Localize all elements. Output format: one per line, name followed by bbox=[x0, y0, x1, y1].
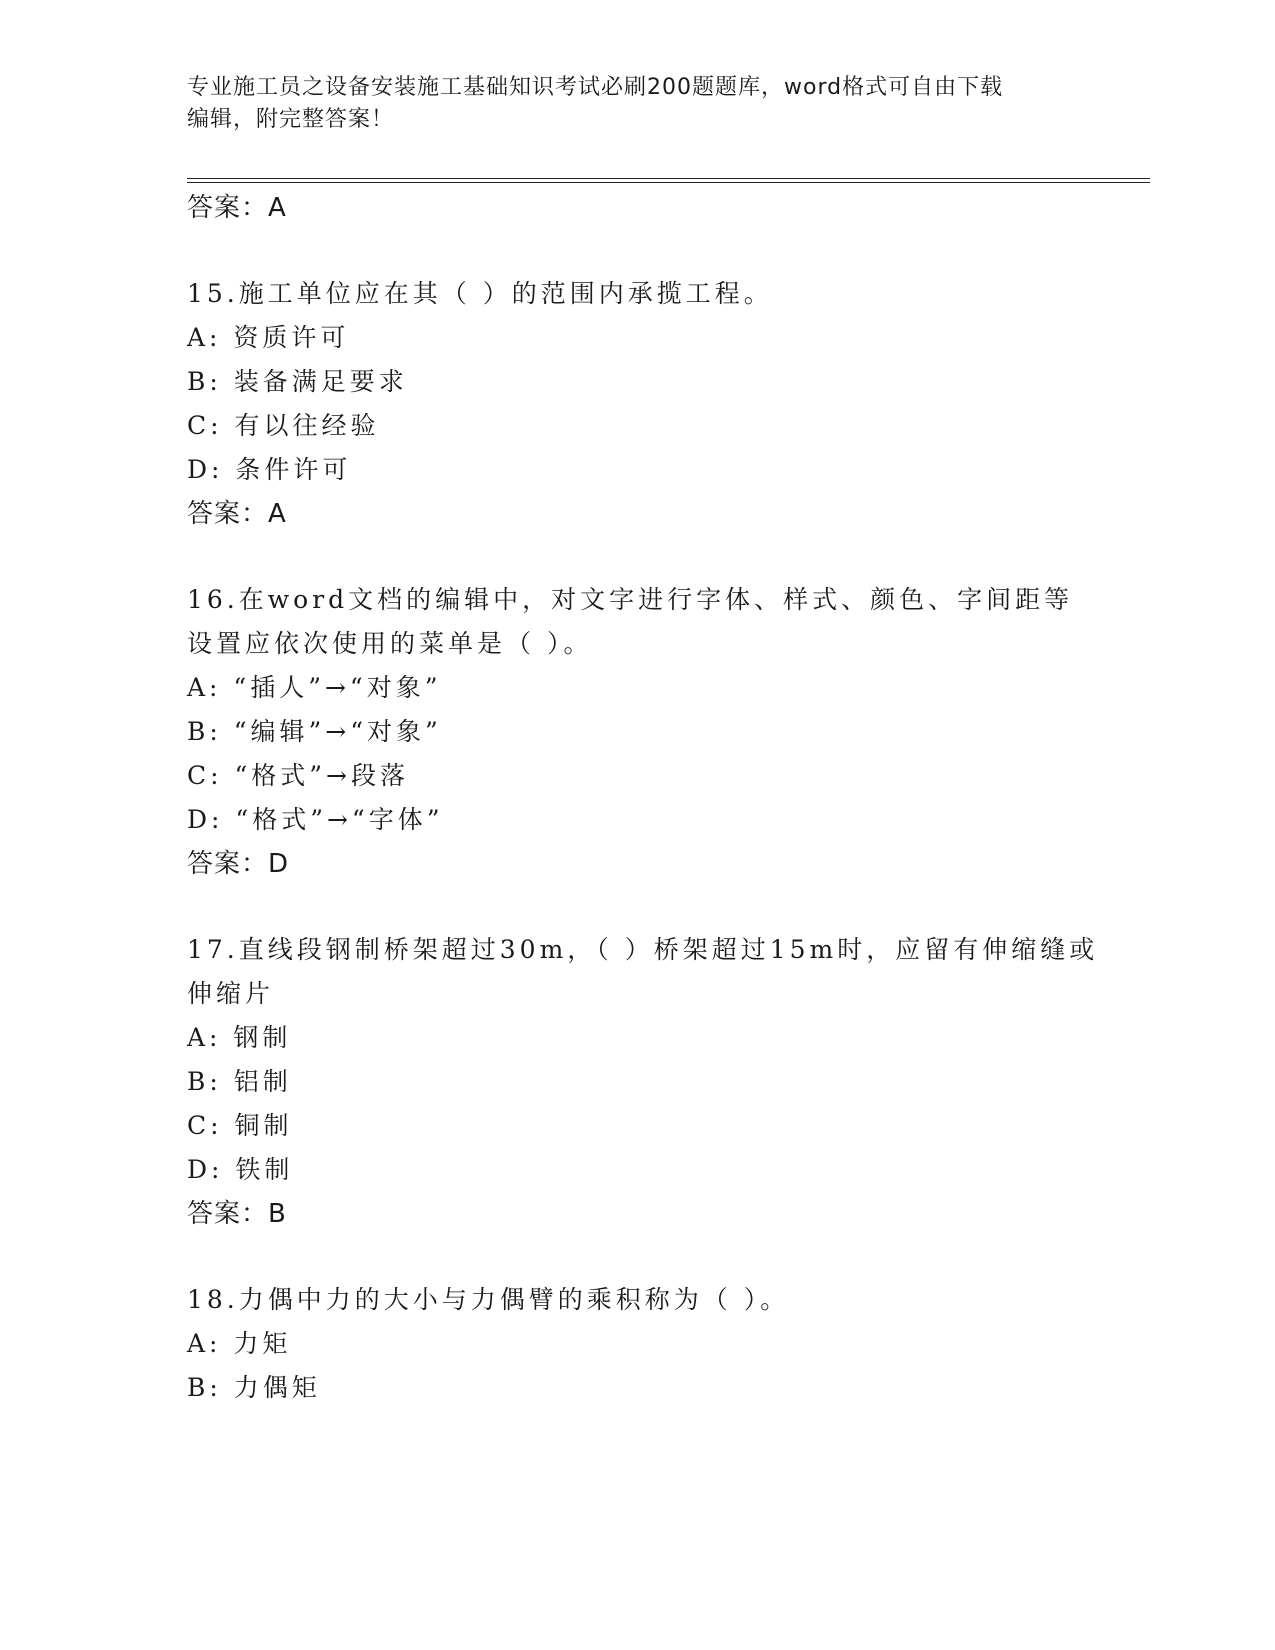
question-17-option-d: D: 铁制 bbox=[187, 1155, 294, 1184]
question-15-option-a: A: 资质许可 bbox=[187, 323, 350, 352]
question-18-option-a: A: 力矩 bbox=[187, 1329, 292, 1358]
header-line-2: 编辑，附完整答案！ bbox=[187, 107, 395, 132]
question-16-stem-line-2: 设置应依次使用的菜单是（ ）。 bbox=[187, 629, 593, 658]
question-15-option-b: B: 装备满足要求 bbox=[187, 367, 408, 396]
question-15-option-c: C: 有以往经验 bbox=[187, 411, 380, 440]
question-16-answer: 答案：D bbox=[187, 849, 290, 879]
question-16-option-d: D: “格式”→“字体” bbox=[187, 805, 444, 834]
question-17-option-b: B: 铝制 bbox=[187, 1067, 292, 1096]
question-16-option-c: C: “格式”→段落 bbox=[187, 761, 410, 790]
question-18-stem: 18.力偶中力的大小与力偶臂的乘积称为（ ）。 bbox=[187, 1285, 790, 1314]
question-15-option-d: D: 条件许可 bbox=[187, 455, 352, 484]
question-18-option-b: B: 力偶矩 bbox=[187, 1373, 321, 1402]
question-16-option-a: A: “插人”→“对象” bbox=[187, 673, 442, 702]
question-17-option-c: C: 铜制 bbox=[187, 1111, 293, 1140]
question-17-answer: 答案：B bbox=[187, 1199, 287, 1229]
question-17-stem-line-1: 17.直线段钢制桥架超过30m，（ ）桥架超过15m时，应留有伸缩缝或 bbox=[187, 935, 1099, 964]
header-divider-bottom bbox=[187, 182, 1150, 183]
question-16-stem-line-1: 16.在word文档的编辑中，对文字进行字体、样式、颜色、字间距等 bbox=[187, 585, 1074, 614]
question-15-answer: 答案：A bbox=[187, 499, 287, 529]
document-header bbox=[187, 72, 1067, 136]
question-15-stem: 15.施工单位应在其（ ）的范围内承揽工程。 bbox=[187, 279, 773, 308]
header-line-1: 专业施工员之设备安装施工基础知识考试必刷200题题库，word格式可自由下载 bbox=[187, 75, 1004, 100]
question-16-option-b: B: “编辑”→“对象” bbox=[187, 717, 442, 746]
question-17-option-a: A: 钢制 bbox=[187, 1023, 292, 1052]
question-17-stem-line-2: 伸缩片 bbox=[187, 979, 275, 1008]
previous-answer: 答案：A bbox=[187, 193, 287, 223]
header-divider-top bbox=[187, 178, 1150, 179]
